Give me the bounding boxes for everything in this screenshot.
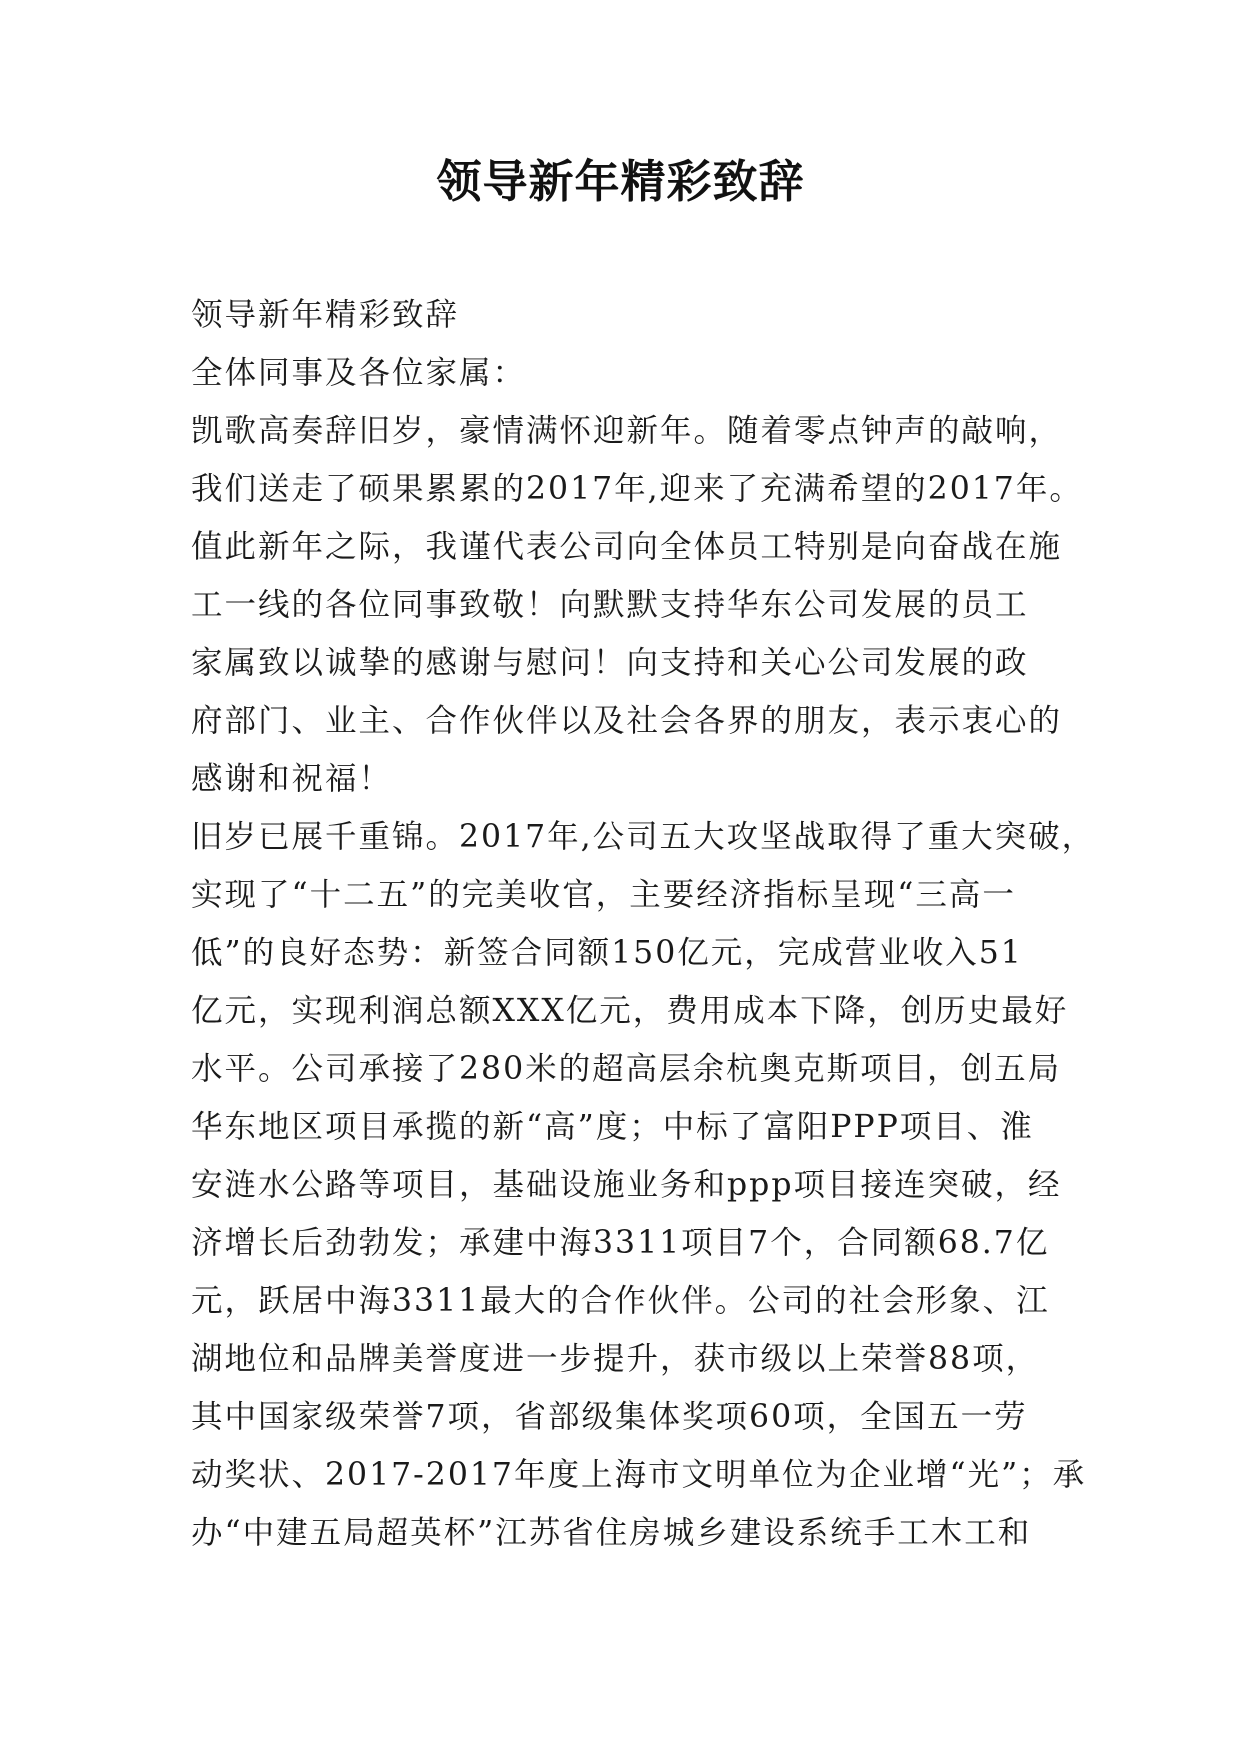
body-line: 领导新年精彩致辞 — [191, 297, 460, 333]
body-line: 工一线的各位同事致敬！向默默支持华东公司发展的员工 — [191, 587, 1029, 623]
body-line: 亿元，实现利润总额XXX亿元，费用成本下降，创历史最好 — [191, 993, 1069, 1029]
body-line: 水平。公司承接了280米的超高层余杭奥克斯项目，创五局 — [191, 1051, 1062, 1087]
body-line: 我们送走了硕果累累的2017年,迎来了充满希望的2017年。 — [191, 471, 1083, 507]
body-line: 华东地区项目承揽的新“高”度；中标了富阳PPP项目、淮 — [191, 1109, 1034, 1145]
body-line: 办“中建五局超英杯”江苏省住房城乡建设系统手工木工和 — [191, 1515, 1032, 1551]
body-line: 家属致以诚挚的感谢与慰问！向支持和关心公司发展的政 — [191, 645, 1029, 681]
body-line: 低”的良好态势：新签合同额150亿元，完成营业收入51 — [191, 935, 1023, 971]
page-title: 领导新年精彩致辞 — [436, 155, 805, 208]
body-line: 其中国家级荣誉7项，省部级集体奖项60项，全国五一劳 — [191, 1399, 1028, 1435]
body-line: 动奖状、2017-2017年度上海市文明单位为企业增“光”；承 — [191, 1457, 1087, 1493]
body-line: 安涟水公路等项目，基础设施业务和ppp项目接连突破，经 — [191, 1167, 1062, 1203]
body-line: 凯歌高奏辞旧岁，豪情满怀迎新年。随着零点钟声的敲响， — [191, 413, 1063, 449]
body-line: 值此新年之际，我谨代表公司向全体员工特别是向奋战在施 — [191, 529, 1063, 565]
body-line: 旧岁已展千重锦。2017年,公司五大攻坚战取得了重大突破， — [191, 819, 1096, 855]
body-line: 济增长后劲勃发；承建中海3311项目7个，合同额68.7亿 — [191, 1225, 1050, 1261]
body-line: 府部门、业主、合作伙伴以及社会各界的朋友，表示衷心的 — [191, 703, 1063, 739]
body-line: 实现了“十二五”的完美收官，主要经济指标呈现“三高一 — [191, 877, 1016, 913]
body-line: 湖地位和品牌美誉度进一步提升，获市级以上荣誉88项， — [191, 1341, 1040, 1377]
body-line: 感谢和祝福！ — [191, 761, 393, 797]
document-body — [191, 286, 1096, 1562]
body-line: 元，跃居中海3311最大的合作伙伴。公司的社会形象、江 — [191, 1283, 1050, 1319]
body-line: 全体同事及各位家属： — [191, 355, 527, 391]
